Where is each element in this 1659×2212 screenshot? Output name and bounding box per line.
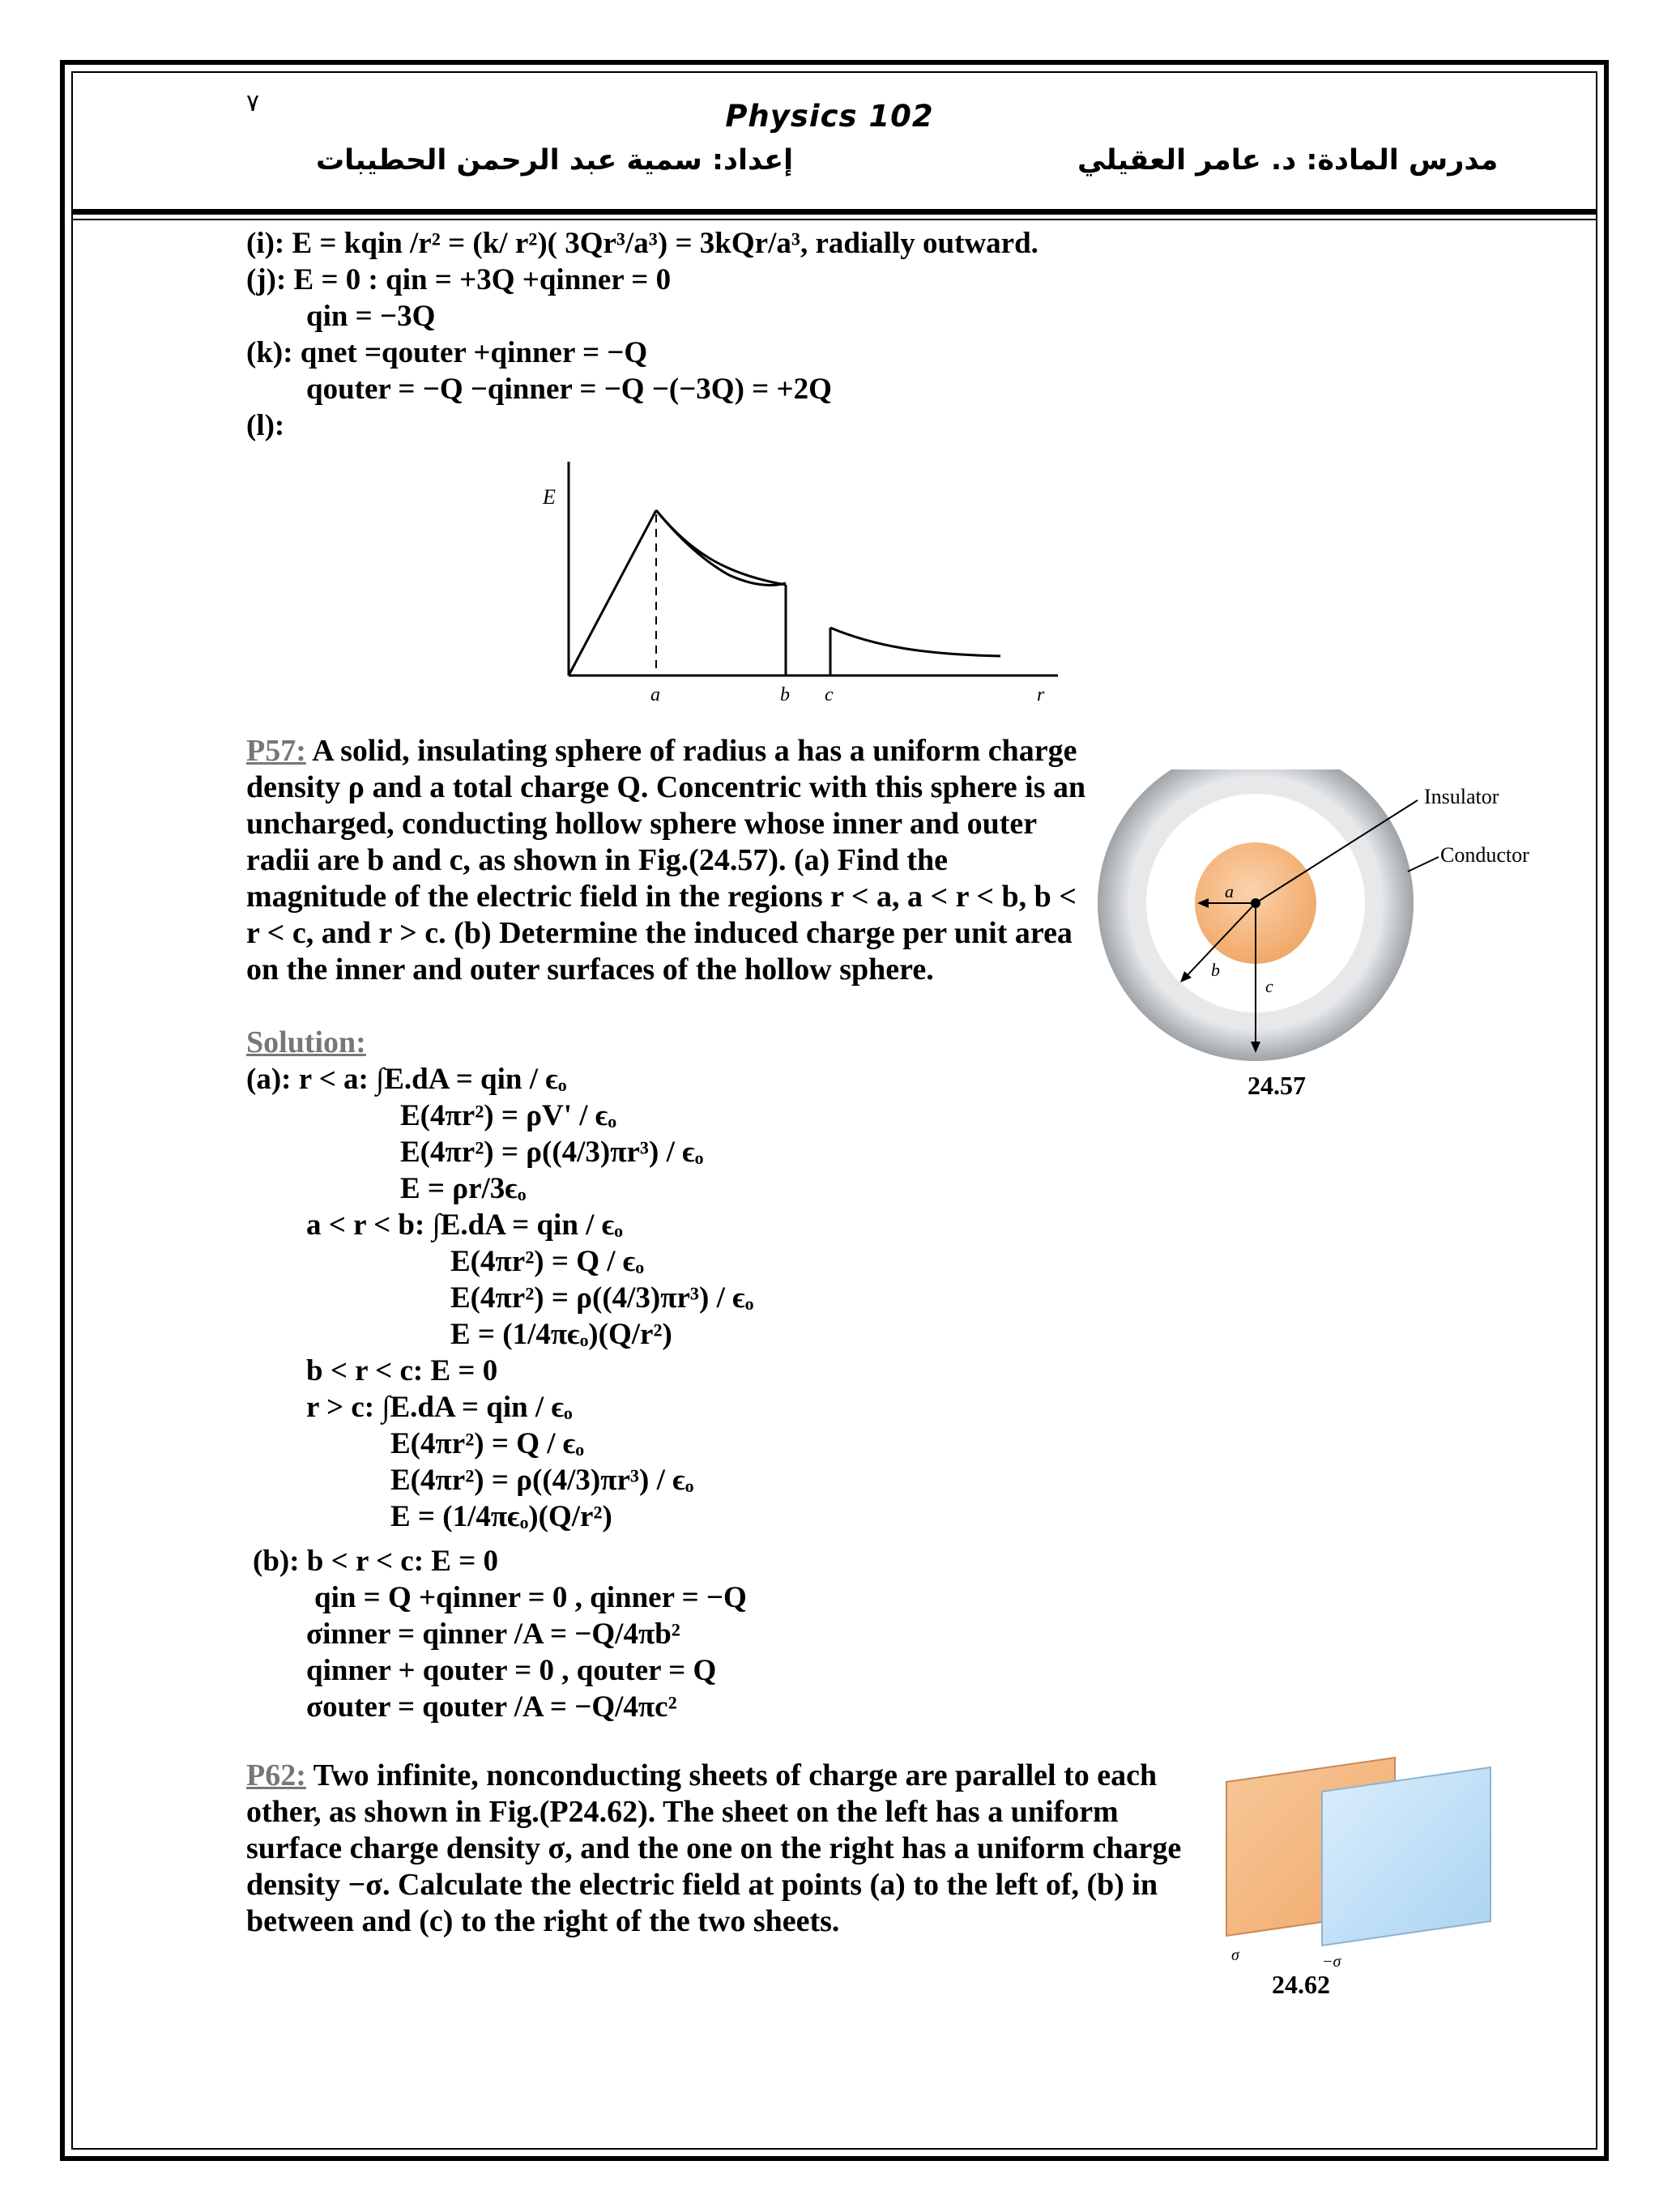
decay-segment-1 [656, 510, 786, 585]
header-rule [71, 209, 1597, 215]
figure-24-62 [1215, 1750, 1507, 1976]
sol-line-1: (a): r < a: ∫E.dA = qin / ϵₒ [246, 1063, 567, 1096]
sol-line-4: E = ρr/3ϵₒ [400, 1172, 527, 1205]
p62-label: P62: [246, 1758, 306, 1792]
y-axis-label: E [543, 485, 556, 509]
sol-line-3: E(4πr²) = ρ((4/3)πr³) / ϵₒ [400, 1136, 704, 1169]
conductor-leader [1408, 857, 1439, 872]
sol-line-15: qin = Q +qinner = 0 , qinner = −Q [314, 1581, 747, 1614]
fig-caption-24-62: 24.62 [1272, 1970, 1330, 1999]
solution-label: Solution: [246, 1025, 366, 1059]
sol-line-13: E = (1/4πϵₒ)(Q/r²) [390, 1500, 612, 1533]
right-sheet [1322, 1767, 1491, 1946]
fig-label-c: c [1265, 976, 1273, 996]
fig-label-a: a [1225, 881, 1234, 901]
sol-line-7: E(4πr²) = ρ((4/3)πr³) / ϵₒ [450, 1281, 754, 1315]
p62-text: Two infinite, nonconducting sheets of charge are parallel to each other, as shown in Fig.(P24.62). The sheet on the left has a uniform surface charge density σ, and the one on the right has a uniform charge density −σ. Calculate the electric field at points (a) to the left of, (b) in between and (c) to the right of the two sheets. [246, 1758, 1182, 1938]
tick-b: b [780, 684, 790, 705]
x-axis-label: r [1037, 684, 1045, 705]
sol-line-6: E(4πr²) = Q / ϵₒ [450, 1245, 644, 1278]
linear-segment [569, 510, 656, 676]
line-j2: qin = −3Q [306, 300, 436, 333]
sol-line-14: (b): b < r < c: E = 0 [253, 1545, 499, 1578]
line-k2: qouter = −Q −qinner = −Q −(−3Q) = +2Q [306, 373, 832, 406]
line-i: (i): E = kqin /r² = (k/ r²)( 3Qr³/a³) = 3kQr/a³, radially outward. [246, 227, 1038, 260]
course-title: Physics 102 [725, 99, 934, 134]
sol-line-9: b < r < c: E = 0 [306, 1354, 498, 1387]
tick-a: a [650, 684, 660, 705]
p57-statement [246, 733, 1089, 988]
sol-line-2: E(4πr²) = ρV' / ϵₒ [400, 1099, 616, 1132]
instructor-name: مدرس المادة: د. عامر العقيلي [1077, 144, 1499, 177]
page-number: ٧ [246, 89, 260, 117]
fig-label-b: b [1211, 960, 1220, 980]
decay-curve-2 [830, 628, 1000, 656]
fig-caption-24-57: 24.57 [1247, 1071, 1306, 1100]
sol-line-8: E = (1/4πϵₒ)(Q/r²) [450, 1318, 672, 1351]
field-graph [518, 454, 1069, 713]
sol-line-5: a < r < b: ∫E.dA = qin / ϵₒ [306, 1208, 623, 1242]
figure-24-57 [1094, 769, 1580, 1061]
line-j: (j): E = 0 : qin = +3Q +qinner = 0 [246, 263, 672, 296]
sol-line-16: σinner = qinner /A = −Q/4πb² [306, 1617, 680, 1651]
conductor-label: Conductor [1440, 843, 1529, 867]
prepared-by: إعداد: سمية عبد الرحمن الحطيبات [316, 144, 794, 177]
p57-label: P57: [246, 734, 306, 768]
header-rule-thin [71, 219, 1597, 220]
decay-curve-1 [656, 510, 786, 585]
insulator-label: Insulator [1424, 785, 1499, 808]
neg-sigma-label: −σ [1322, 1953, 1341, 1971]
sigma-label: σ [1231, 1946, 1239, 1964]
sol-line-10: r > c: ∫E.dA = qin / ϵₒ [306, 1391, 573, 1424]
sol-line-17: qinner + qouter = 0 , qouter = Q [306, 1654, 717, 1687]
line-l: (l): [246, 409, 285, 442]
sol-line-11: E(4πr²) = Q / ϵₒ [390, 1427, 584, 1460]
tick-c: c [825, 684, 834, 705]
sol-line-12: E(4πr²) = ρ((4/3)πr³) / ϵₒ [390, 1464, 694, 1497]
line-k: (k): qnet =qouter +qinner = −Q [246, 336, 648, 369]
p57-text: A solid, insulating sphere of radius a has a uniform charge density ρ and a total charge Q. Concentric with this sphere is an uncharged, conducting hollow sphere whose inner and outer radii are b and c, as shown in Fig.(24.57). (a) Find the magnitude of the electric field in the regions r < a, a < r < b, b < r < c, and r > c. (b) Determine the induced charge per unit area on the inner and outer surfaces of the hollow sphere. [246, 734, 1086, 987]
sol-line-18: σouter = qouter /A = −Q/4πc² [306, 1690, 677, 1724]
p62-statement [246, 1758, 1194, 1940]
